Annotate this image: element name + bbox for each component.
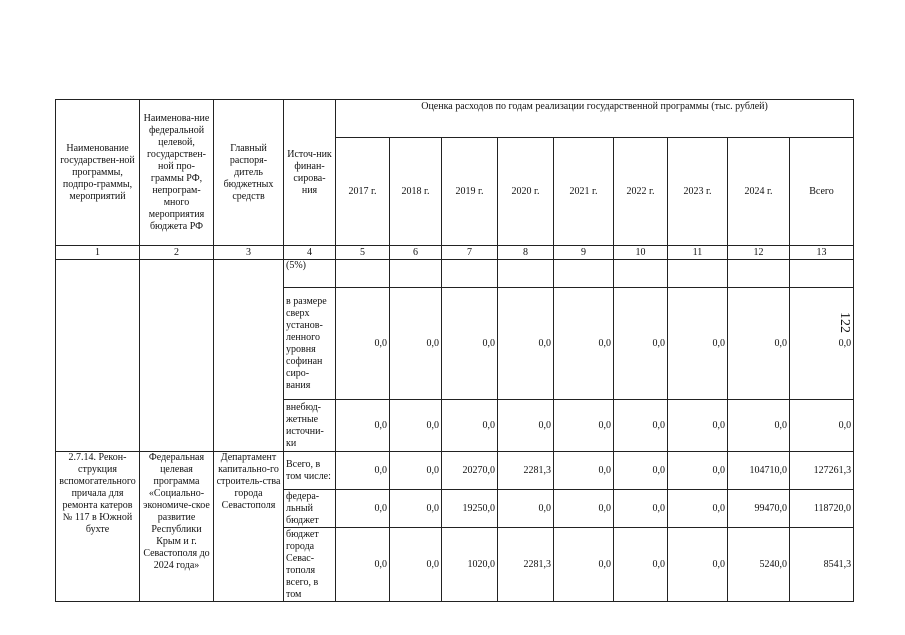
funding-source-cell: внебюд-жетные источни-ки bbox=[284, 400, 336, 452]
column-number: 2 bbox=[140, 246, 214, 260]
value-cell bbox=[728, 260, 790, 288]
year-2022: 2022 г. bbox=[614, 138, 668, 246]
empty-cell bbox=[56, 260, 140, 452]
table-row bbox=[56, 452, 854, 490]
year-2017: 2017 г. bbox=[336, 138, 390, 246]
page-number: 122 bbox=[837, 312, 852, 333]
column-number: 6 bbox=[390, 246, 442, 260]
value-cell: 0,0 bbox=[442, 400, 498, 452]
value-cell: 0,0 bbox=[668, 400, 728, 452]
header-budget-manager: Главный распоря-дитель бюджетных средств bbox=[214, 100, 284, 246]
year-2021: 2021 г. bbox=[554, 138, 614, 246]
header-expenses-title: Оценка расходов по годам реализации государственной программы (тыс. рублей) bbox=[336, 100, 854, 138]
value-cell: 5240,0 bbox=[728, 528, 790, 602]
column-number: 8 bbox=[498, 246, 554, 260]
column-number: 4 bbox=[284, 246, 336, 260]
value-cell: 0,0 bbox=[498, 400, 554, 452]
column-number: 9 bbox=[554, 246, 614, 260]
value-cell: 0,0 bbox=[442, 288, 498, 400]
column-number: 5 bbox=[336, 246, 390, 260]
value-cell: 0,0 bbox=[554, 288, 614, 400]
value-cell: 0,0 bbox=[336, 490, 390, 528]
year-2019: 2019 г. bbox=[442, 138, 498, 246]
column-number: 13 bbox=[790, 246, 854, 260]
empty-cell bbox=[140, 260, 214, 452]
value-cell: 0,0 bbox=[668, 490, 728, 528]
value-cell: 0,0 bbox=[336, 452, 390, 490]
value-cell: 0,0 bbox=[614, 400, 668, 452]
value-cell: 104710,0 bbox=[728, 452, 790, 490]
value-cell: 2281,3 bbox=[498, 528, 554, 602]
value-cell: 20270,0 bbox=[442, 452, 498, 490]
budget-table bbox=[55, 99, 854, 602]
column-number: 1 bbox=[56, 246, 140, 260]
column-number-row bbox=[56, 246, 854, 260]
value-cell: 0,0 bbox=[390, 400, 442, 452]
value-cell: 0,0 bbox=[790, 288, 854, 400]
value-cell: 0,0 bbox=[554, 528, 614, 602]
year-2020: 2020 г. bbox=[498, 138, 554, 246]
value-cell: 0,0 bbox=[554, 452, 614, 490]
column-number: 10 bbox=[614, 246, 668, 260]
measure-name-cell: 2.7.14. Рекон-струкция вспомогательного причала для ремонта катеров № 117 в Южной бухте bbox=[56, 452, 140, 602]
value-cell: 0,0 bbox=[498, 490, 554, 528]
value-cell: 0,0 bbox=[336, 288, 390, 400]
empty-cell bbox=[214, 260, 284, 452]
funding-source-cell: бюджет города Севас-тополя всего, в том bbox=[284, 528, 336, 602]
value-cell: 0,0 bbox=[390, 452, 442, 490]
value-cell: 0,0 bbox=[336, 528, 390, 602]
value-cell: 127261,3 bbox=[790, 452, 854, 490]
header-row-1 bbox=[56, 100, 854, 138]
value-cell: 0,0 bbox=[668, 528, 728, 602]
value-cell bbox=[336, 260, 390, 288]
value-cell: 99470,0 bbox=[728, 490, 790, 528]
value-cell bbox=[790, 260, 854, 288]
column-number: 11 bbox=[668, 246, 728, 260]
value-cell: 0,0 bbox=[336, 400, 390, 452]
value-cell: 0,0 bbox=[728, 400, 790, 452]
table-row bbox=[56, 260, 854, 288]
value-cell: 0,0 bbox=[390, 490, 442, 528]
value-cell bbox=[498, 260, 554, 288]
year-total: Всего bbox=[790, 138, 854, 246]
value-cell: 19250,0 bbox=[442, 490, 498, 528]
value-cell bbox=[614, 260, 668, 288]
value-cell: 8541,3 bbox=[790, 528, 854, 602]
funding-source-cell: федера-льный бюджет bbox=[284, 490, 336, 528]
budget-manager-cell: Департамент капитально-го строитель-ства города Севастополя bbox=[214, 452, 284, 602]
funding-source-cell: Всего, в том числе: bbox=[284, 452, 336, 490]
header-program-name: Наименование государствен-ной программы, подпро-граммы, мероприятий bbox=[56, 100, 140, 246]
value-cell: 0,0 bbox=[390, 528, 442, 602]
value-cell: 0,0 bbox=[614, 288, 668, 400]
funding-source-cell: (5%) bbox=[284, 260, 336, 288]
column-number: 7 bbox=[442, 246, 498, 260]
value-cell bbox=[442, 260, 498, 288]
value-cell bbox=[554, 260, 614, 288]
value-cell bbox=[390, 260, 442, 288]
value-cell bbox=[668, 260, 728, 288]
value-cell: 0,0 bbox=[790, 400, 854, 452]
funding-source-cell: в размере сверх установ-ленного уровня софинан сиро-вания bbox=[284, 288, 336, 400]
value-cell: 0,0 bbox=[498, 288, 554, 400]
value-cell: 0,0 bbox=[668, 288, 728, 400]
value-cell: 2281,3 bbox=[498, 452, 554, 490]
value-cell: 1020,0 bbox=[442, 528, 498, 602]
year-2023: 2023 г. bbox=[668, 138, 728, 246]
year-2024: 2024 г. bbox=[728, 138, 790, 246]
year-2018: 2018 г. bbox=[390, 138, 442, 246]
value-cell: 0,0 bbox=[554, 490, 614, 528]
column-number: 3 bbox=[214, 246, 284, 260]
header-funding-source: Источ-ник финан-сирова-ния bbox=[284, 100, 336, 246]
value-cell: 0,0 bbox=[614, 528, 668, 602]
value-cell: 0,0 bbox=[554, 400, 614, 452]
value-cell: 0,0 bbox=[614, 452, 668, 490]
value-cell: 0,0 bbox=[390, 288, 442, 400]
value-cell: 0,0 bbox=[728, 288, 790, 400]
value-cell: 0,0 bbox=[668, 452, 728, 490]
column-number: 12 bbox=[728, 246, 790, 260]
value-cell: 118720,0 bbox=[790, 490, 854, 528]
header-federal-program: Наименова-ние федеральной целевой, государствен-ной про-граммы РФ, непрограм-много мероприятия бюджета РФ bbox=[140, 100, 214, 246]
federal-program-cell: Федеральная целевая программа «Социально-экономиче-ское развитие Республики Крым и г. Севастополя до 2024 года» bbox=[140, 452, 214, 602]
value-cell: 0,0 bbox=[614, 490, 668, 528]
